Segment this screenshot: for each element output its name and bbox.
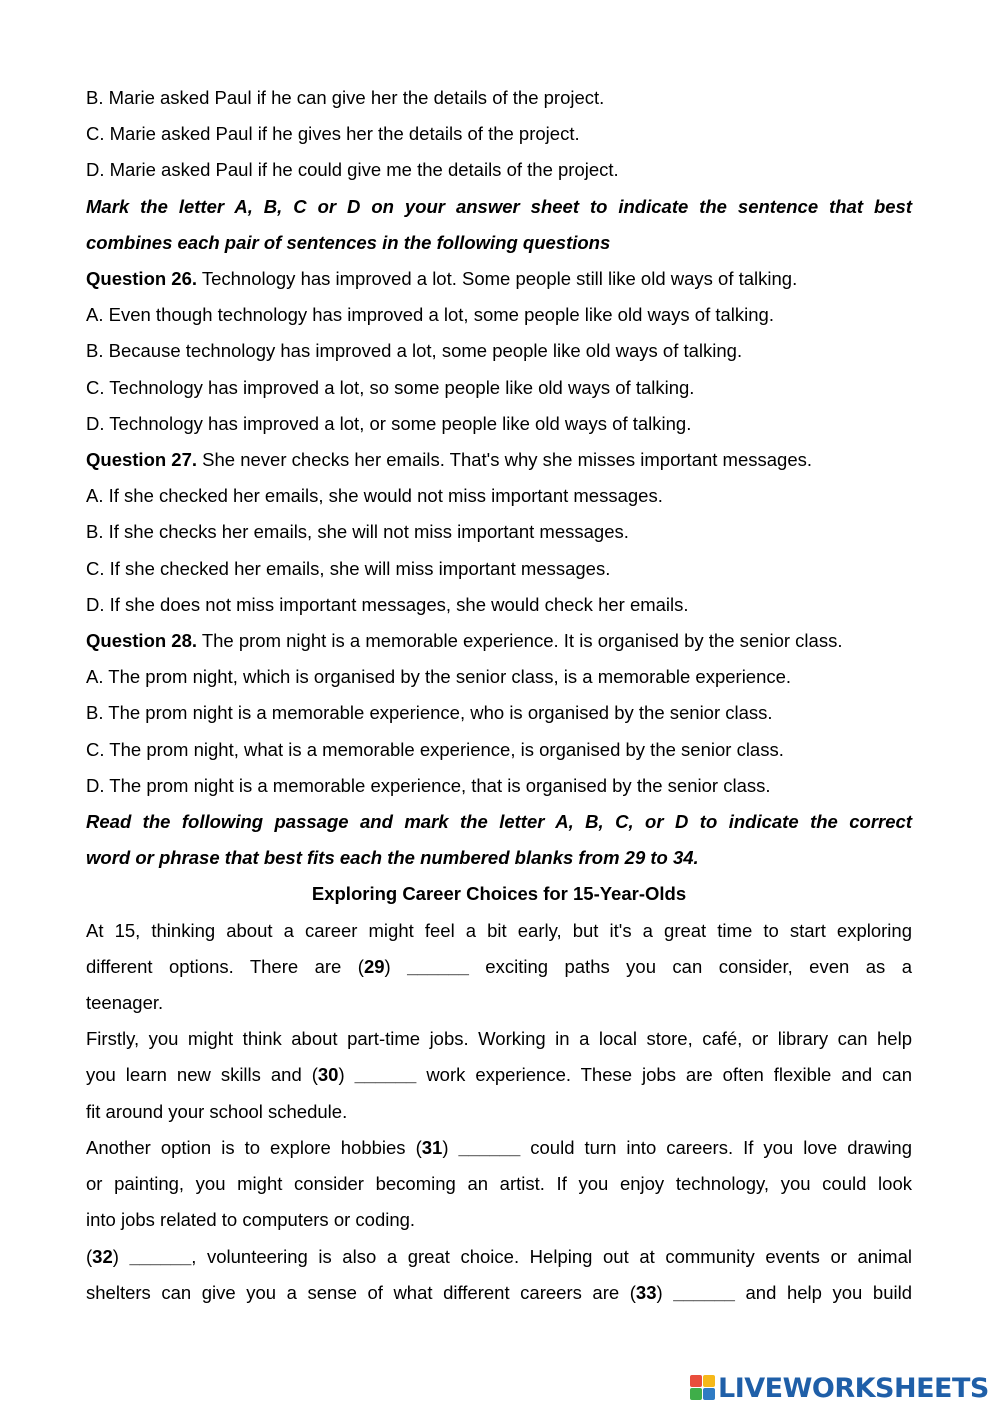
- question-26-label: Question 26.: [86, 268, 198, 290]
- p1-line-1: At 15, thinking about a career might feel a bit early, but it's a great time to start exploring: [86, 919, 912, 941]
- question-28-label: Question 28.: [86, 630, 198, 652]
- question-28-text: The prom night is a memorable experience. It is organised by the senior class.: [197, 630, 843, 652]
- blank-number-31: 31: [421, 1136, 443, 1158]
- liveworksheets-logo-icon: [690, 1375, 716, 1401]
- q27-option-c: C. If she checked her emails, she will miss important messages.: [86, 557, 611, 579]
- p1-line-2: different options. There are (29) ______ exciting paths you can consider, even as a: [86, 955, 912, 977]
- passage-paragraph-2: [86, 1021, 912, 1130]
- p1-line-3: teenager.: [86, 992, 164, 1014]
- p2-line-3: fit around your school schedule.: [86, 1100, 348, 1122]
- q25-option-d: D. Marie asked Paul if he could give me the details of the project.: [86, 159, 619, 181]
- passage-paragraph-3: [86, 1130, 912, 1239]
- passage-instruction-line2: word or phrase that best fits each the numbered blanks from 29 to 34.: [86, 847, 699, 869]
- q27-option-a: A. If she checked her emails, she would not miss important messages.: [86, 485, 663, 507]
- blank-30: ______: [354, 1064, 417, 1086]
- p3-line-2: or painting, you might consider becoming an artist. If you enjoy technology, you could look: [86, 1173, 912, 1195]
- blank-number-30: 30: [317, 1064, 339, 1086]
- question-27-label: Question 27.: [86, 449, 198, 471]
- q25-option-b: B. Marie asked Paul if he can give her the details of the project.: [86, 87, 605, 108]
- blank-number-33: 33: [635, 1281, 657, 1303]
- blank-31: ______: [458, 1136, 521, 1158]
- q26-option-a: A. Even though technology has improved a lot, some people like old ways of talking.: [86, 304, 774, 326]
- combine-instruction-line1: Mark the letter A, B, C or D on your answer sheet to indicate the sentence that best: [86, 195, 912, 217]
- q26-option-c: C. Technology has improved a lot, so some people like old ways of talking.: [86, 376, 695, 398]
- question-28: [86, 623, 912, 659]
- q26-option-d: D. Technology has improved a lot, or some people like old ways of talking.: [86, 412, 692, 434]
- question-27: [86, 442, 912, 478]
- passage-paragraph-4: [86, 1239, 912, 1311]
- p4-line-2: shelters can give you a sense of what different careers are (33) ______ and help you build: [86, 1281, 912, 1303]
- p3-line-1: Another option is to explore hobbies (31) ______ could turn into careers. If you love drawing: [86, 1136, 912, 1158]
- blank-number-32: 32: [92, 1245, 113, 1267]
- question-26-text: Technology has improved a lot. Some people still like old ways of talking.: [197, 268, 798, 290]
- blank-33: ______: [673, 1281, 735, 1303]
- blank-32: ______: [129, 1245, 192, 1267]
- q25-option-c: C. Marie asked Paul if he gives her the details of the project.: [86, 123, 580, 145]
- p3-line-3: into jobs related to computers or coding.: [86, 1209, 416, 1231]
- question-27-text: She never checks her emails. That's why she misses important messages.: [197, 449, 813, 471]
- q28-option-b: B. The prom night is a memorable experience, who is organised by the senior class.: [86, 702, 773, 724]
- q27-option-d: D. If she does not miss important messages, she would check her emails.: [86, 593, 689, 615]
- q27-option-b: B. If she checks her emails, she will not miss important messages.: [86, 521, 629, 543]
- q28-option-a: A. The prom night, which is organised by the senior class, is a memorable experience.: [86, 666, 792, 688]
- q26-option-b: B. Because technology has improved a lot, some people like old ways of talking.: [86, 340, 743, 362]
- question-26: [86, 261, 912, 297]
- q28-option-c: C. The prom night, what is a memorable experience, is organised by the senior class.: [86, 738, 784, 760]
- p2-line-2: you learn new skills and (30) ______ work experience. These jobs are often flexible and can: [86, 1064, 912, 1086]
- worksheet-page: [86, 80, 912, 1311]
- p4-line-1: (32) ______, volunteering is also a great choice. Helping out at community events or animal: [86, 1245, 912, 1267]
- blank-29: ______: [407, 955, 469, 977]
- passage-instruction-line1: Read the following passage and mark the letter A, B, C, or D to indicate the correct: [86, 811, 912, 833]
- p2-line-1: Firstly, you might think about part-time jobs. Working in a local store, café, or library can help: [86, 1028, 912, 1050]
- passage-title: Exploring Career Choices for 15-Year-Olds: [311, 883, 687, 905]
- q28-option-d: D. The prom night is a memorable experience, that is organised by the senior class.: [86, 774, 771, 796]
- combine-instruction-line2: combines each pair of sentences in the following questions: [86, 231, 611, 253]
- blank-number-29: 29: [363, 955, 385, 977]
- passage-paragraph-1: [86, 913, 912, 1022]
- liveworksheets-logo-text: LIVEWORKSHEETS: [718, 1372, 989, 1404]
- liveworksheets-logo[interactable]: [690, 1372, 989, 1404]
